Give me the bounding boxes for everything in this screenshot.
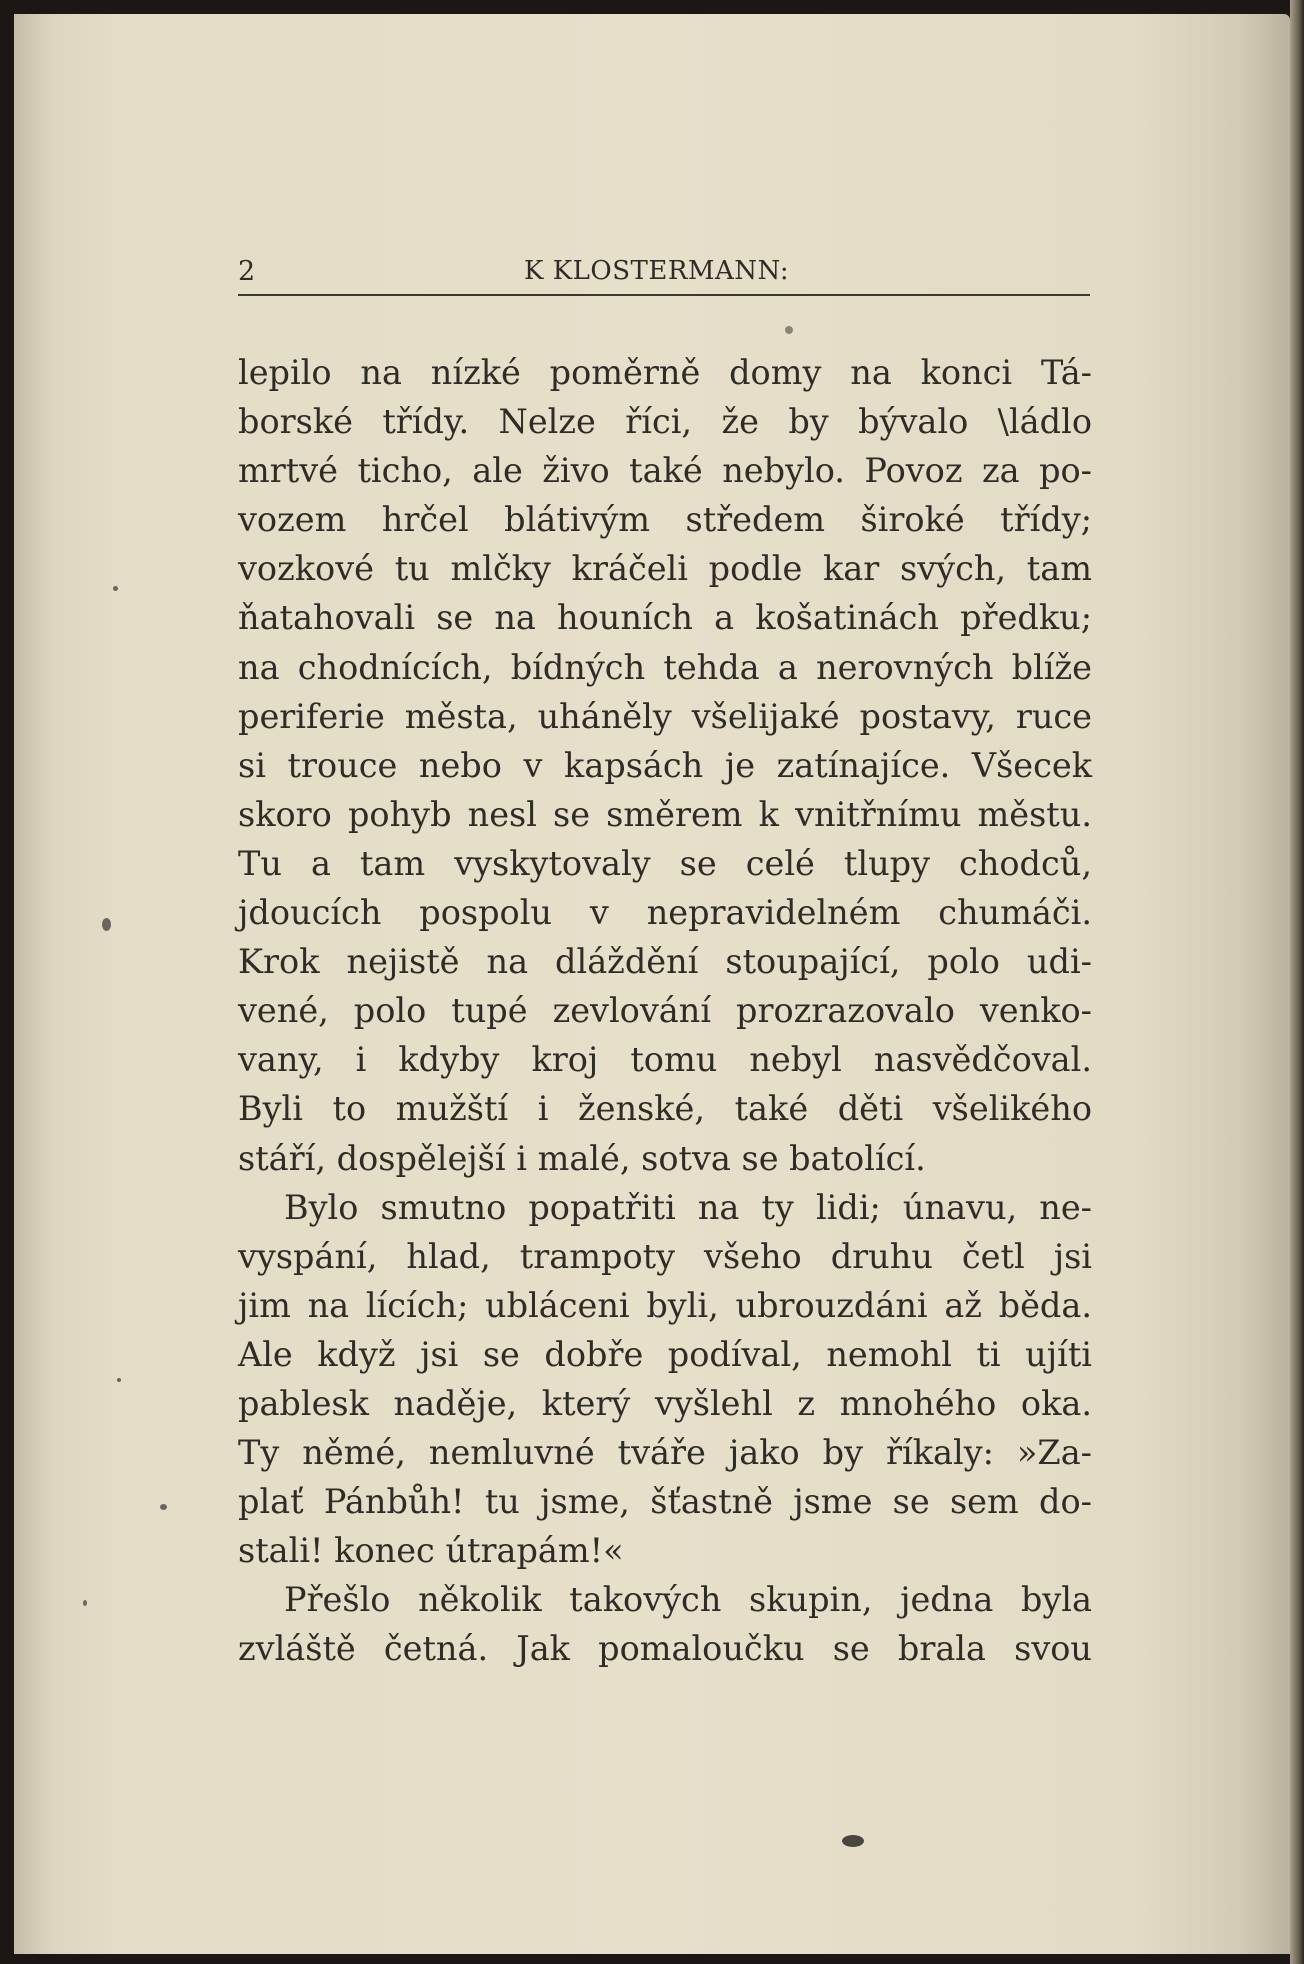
text-line: Byli to mužští i ženské, také děti všelikého: [238, 1089, 1092, 1129]
text-line: vené, polo tupé zevlování prozrazovalo venko-: [238, 991, 1092, 1031]
text-line: stali! konec útrapám!«: [238, 1531, 624, 1571]
text-line: vozem hrčel blátivým středem široké třídy;: [238, 500, 1092, 540]
book-spine-edge: [1290, 0, 1304, 1964]
scan-speck: [785, 326, 793, 334]
text-line: ňatahovali se na houních a košatinách předku;: [238, 598, 1092, 638]
paragraph-3: [238, 1575, 1092, 1673]
text-line: Tu a tam vyskytovaly se celé tlupy chodců,: [238, 843, 1092, 883]
text-line: Ty němé, nemluvné tváře jako by říkaly: »Za-: [238, 1433, 1092, 1473]
text-line: na chodnících, bídných tehda a nerovných blíže: [238, 647, 1092, 687]
scan-speck: [113, 586, 118, 591]
text-line: si trouce nebo v kapsách je zatínajíce. Všecek: [238, 745, 1092, 785]
text-line: Přešlo několik takových skupin, jedna byla: [284, 1580, 1092, 1620]
text-line: Bylo smutno popatřiti na ty lidi; únavu, ne-: [284, 1187, 1092, 1227]
text-line: vozkové tu mlčky kráčeli podle kar svých, tam: [238, 549, 1092, 589]
page-number: 2: [238, 256, 256, 287]
running-title: K KLOSTERMANN:: [524, 256, 790, 286]
text-line: periferie města, uháněly všelijaké postavy, ruce: [238, 696, 1092, 736]
text-line: jdoucích pospolu v nepravidelném chumáči.: [238, 893, 1092, 933]
text-line: vyspání, hlad, trampoty všeho druhu četl jsi: [238, 1236, 1092, 1276]
text-line: Ale když jsi se dobře podíval, nemohl ti ujíti: [238, 1334, 1092, 1374]
text-line: Krok nejistě na dláždění stoupající, polo udi-: [238, 942, 1092, 982]
body-text: [238, 348, 1092, 1674]
paragraph-1: [238, 348, 1092, 1183]
text-line: plať Pánbůh! tu jsme, šťastně jsme se sem do-: [238, 1482, 1092, 1522]
page-header: [238, 254, 1090, 296]
text-line: zvláště četná. Jak pomaloučku se brala svou: [238, 1629, 1092, 1669]
text-line: vany, i kdyby kroj tomu nebyl nasvědčoval.: [238, 1040, 1092, 1080]
scan-speck: [83, 1600, 87, 1606]
text-line: skoro pohyb nesl se směrem k vnitřnímu městu.: [238, 794, 1092, 834]
scan-speck: [842, 1835, 864, 1847]
scan-speck: [160, 1504, 167, 1510]
text-line: pablesk naděje, který vyšlehl z mnohého oka.: [238, 1383, 1092, 1423]
text-line: mrtvé ticho, ale živo také nebylo. Povoz za po-: [238, 451, 1092, 491]
scan-speck: [102, 918, 111, 931]
text-line: lepilo na nízké poměrně domy na konci Tá-: [238, 353, 1092, 392]
text-line: jim na lících; ubláceni byli, ubrouzdáni až běda.: [238, 1285, 1092, 1325]
scan-speck: [117, 1378, 121, 1382]
text-line: borské třídy. Nelze říci, že by bývalo \ládlo: [238, 402, 1092, 442]
page-edge-shadow: [14, 14, 54, 1954]
text-line: stáří, dospělejší i malé, sotva se batolící.: [238, 1138, 926, 1178]
paragraph-2: [238, 1183, 1092, 1576]
